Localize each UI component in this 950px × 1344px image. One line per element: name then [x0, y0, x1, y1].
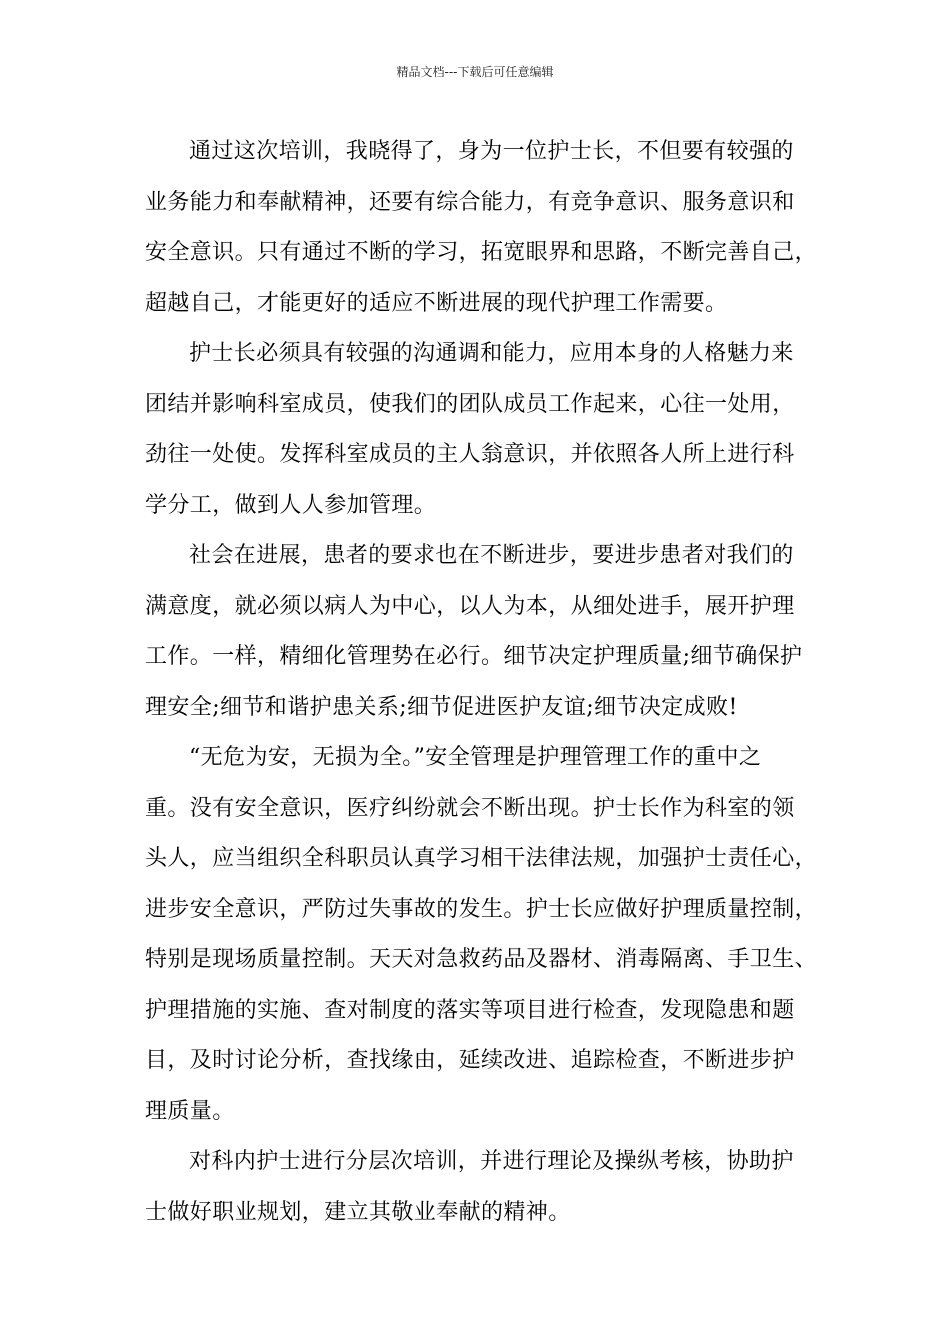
paragraph-1	[145, 133, 821, 335]
paragraph-line: 头人，应当组织全科职员认真学习相干法律法规，加强护士责任心，	[145, 846, 818, 871]
paragraph-line: 护理措施的实施、查对制度的落实等项目进行检查，发现隐患和题	[145, 997, 795, 1023]
paragraph-line: 理安全;细节和谐护患关系;细节促进医护友谊;细节决定成败!	[145, 694, 738, 720]
paragraph-line: 对科内护士进行分层次培训，并进行理论及操纵考核，协助护	[189, 1149, 794, 1174]
paragraph-3	[145, 537, 821, 739]
paragraph-line: 安全意识。只有通过不断的学习，拓宽眼界和思路，不断完善自己，	[145, 240, 818, 265]
paragraph-line: 超越自己，才能更好的适应不断进展的现代护理工作需要。	[145, 290, 728, 316]
paragraph-line: 理质量。	[145, 1098, 235, 1124]
paragraph-line: 士做好职业规划，建立其敬业奉献的精神。	[145, 1199, 571, 1225]
paragraph-line: 进步安全意识，严防过失事故的发生。护士长应做好护理质量控制，	[145, 896, 818, 922]
paragraph-line: 工作。一样，精细化管理势在必行。细节决定护理质量;细节确保护	[145, 644, 803, 669]
paragraph-line: 重。没有安全意识，医疗纠纷就会不断出现。护士长作为科室的领	[145, 795, 795, 821]
paragraph-5	[145, 1143, 821, 1244]
page-header: 精品文档---下载后可任意编辑	[396, 65, 554, 79]
paragraph-line: 满意度，就必须以病人为中心，以人为本，从细处进手，展开护理	[145, 593, 795, 619]
paragraph-line: 业务能力和奉献精神，还要有综合能力，有竞争意识、服务意识和	[145, 189, 795, 215]
paragraph-line: 学分工，做到人人参加管理。	[145, 492, 437, 518]
paragraph-line: 劲往一处使。发挥科室成员的主人翁意识，并依照各人所上进行科	[145, 442, 795, 467]
paragraph-line: 护士长必须具有较强的沟通调和能力，应用本身的人格魅力来	[189, 341, 794, 366]
paragraph-2	[145, 335, 821, 537]
paragraph-line: 特别是现场质量控制。天天对急救药品及器材、消毒隔离、手卫生、	[145, 947, 818, 972]
paragraph-line: “无危为安，无损为全。”安全管理是护理管理工作的重中之	[189, 745, 762, 770]
paragraph-line: 目，及时讨论分析，查找缘由，延续改进、追踪检查，不断进步护	[145, 1048, 795, 1073]
paragraph-line: 社会在进展，患者的要求也在不断进步，要进步患者对我们的	[189, 543, 794, 568]
paragraph-line: 通过这次培训，我晓得了，身为一位护士长，不但要有较强的	[189, 139, 794, 164]
paragraph-4	[145, 739, 821, 1143]
document-body	[145, 133, 821, 1244]
paragraph-line: 团结并影响科室成员，使我们的团队成员工作起来，心往一处用，	[145, 391, 795, 417]
